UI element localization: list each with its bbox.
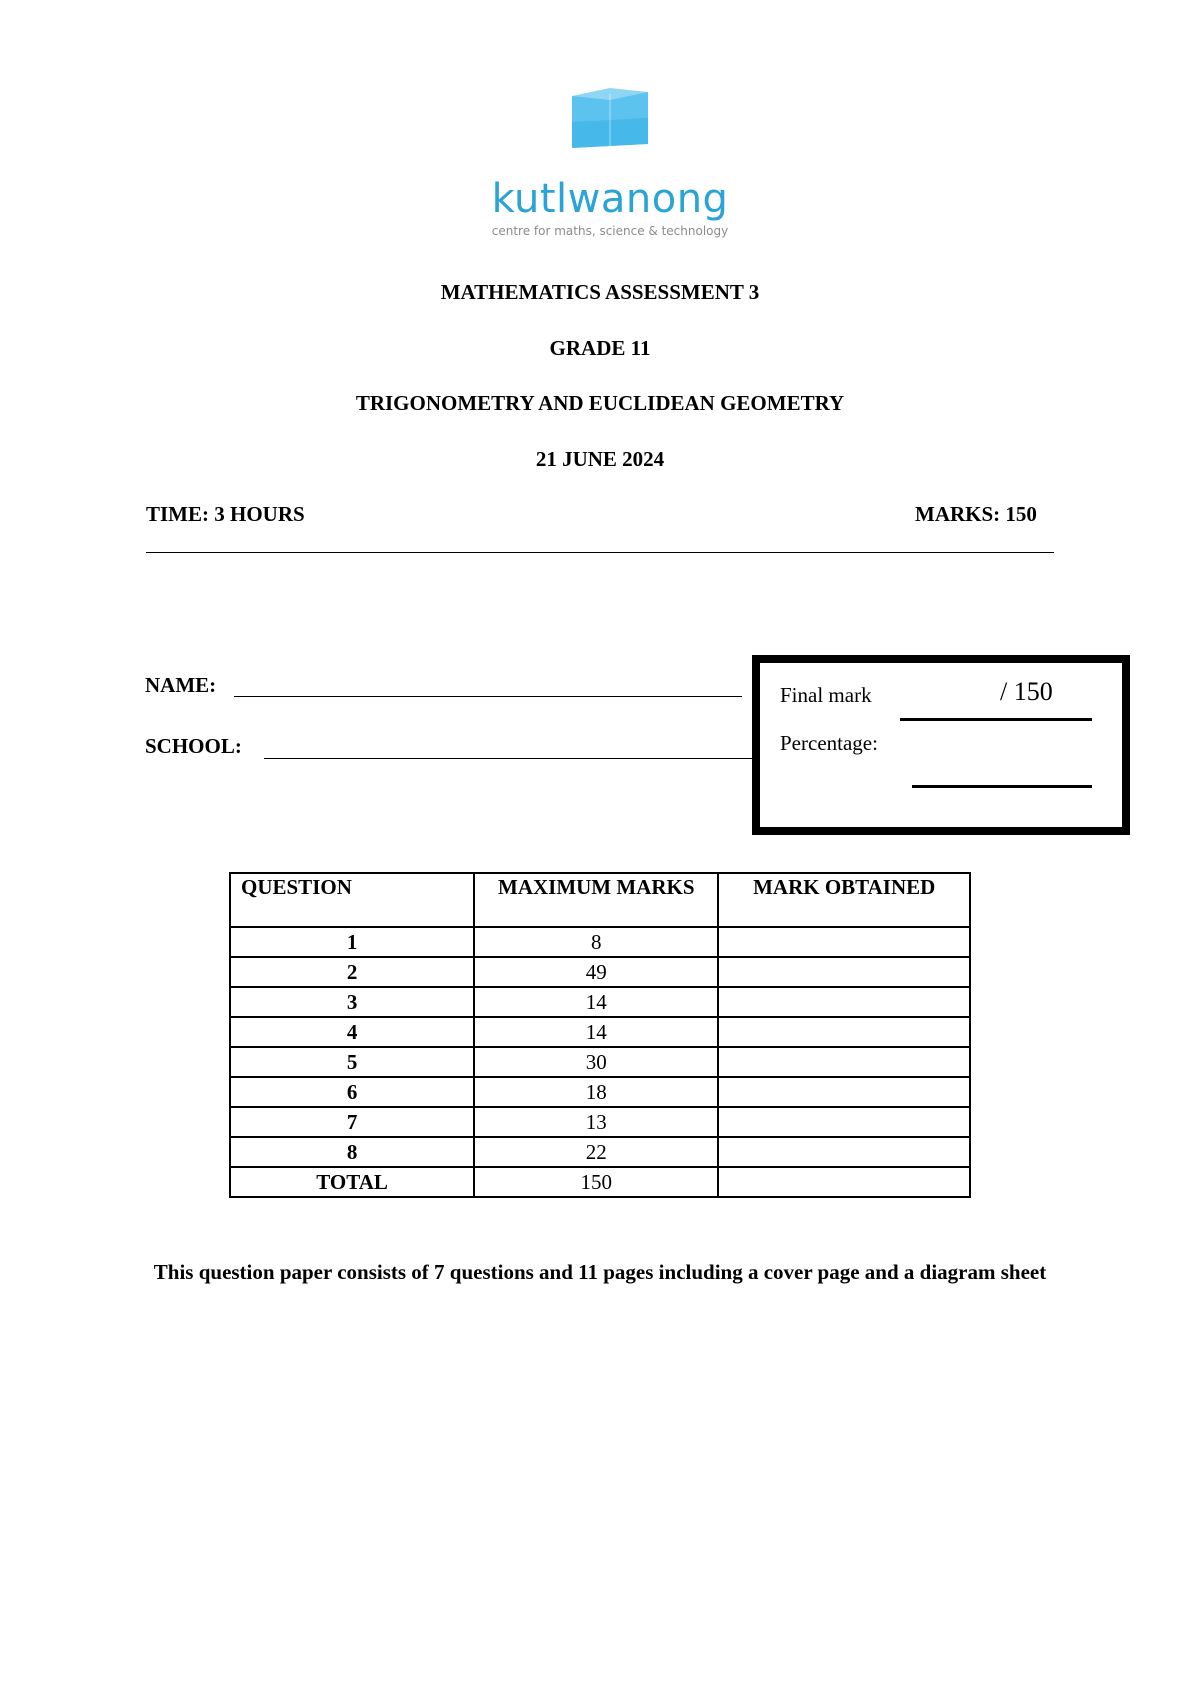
mark-obtained-cell[interactable] (718, 987, 970, 1017)
table-header-row (230, 873, 970, 927)
kutlwanong-logo (470, 88, 750, 248)
grade-label: GRADE 11 (549, 336, 651, 360)
marks-table (229, 872, 971, 1198)
question-number: 3 (230, 987, 474, 1017)
school-label: SCHOOL: (145, 734, 242, 758)
max-marks: 49 (474, 957, 718, 987)
time-allowed: TIME: 3 HOURS (146, 502, 305, 526)
mark-obtained-cell[interactable] (718, 1047, 970, 1077)
total-obtained-cell[interactable] (718, 1167, 970, 1197)
assessment-title: MATHEMATICS ASSESSMENT 3 (440, 280, 760, 304)
question-number: 4 (230, 1017, 474, 1047)
final-mark-box (752, 655, 1130, 835)
name-field-line[interactable] (234, 696, 742, 697)
max-marks: 18 (474, 1077, 718, 1107)
table-row (230, 1077, 970, 1107)
final-mark-total: / 150 (1000, 677, 1053, 706)
question-number: 8 (230, 1137, 474, 1167)
question-header: QUESTION (230, 873, 474, 927)
final-mark-line[interactable] (900, 718, 1092, 721)
logo-wordmark: kutlwanong (491, 176, 729, 222)
question-number: 2 (230, 957, 474, 987)
total-max-marks: 150 (474, 1167, 718, 1197)
mark-obtained-cell[interactable] (718, 1077, 970, 1107)
table-row (230, 1017, 970, 1047)
table-row (230, 1107, 970, 1137)
final-mark-label: Final mark (780, 683, 872, 707)
max-marks: 13 (474, 1107, 718, 1137)
table-row (230, 1047, 970, 1077)
school-field-line[interactable] (264, 758, 754, 759)
mark-obtained-cell[interactable] (718, 1107, 970, 1137)
table-row (230, 1137, 970, 1167)
name-label: NAME: (145, 673, 217, 697)
mark-obtained-cell[interactable] (718, 927, 970, 957)
subject-title: TRIGONOMETRY AND EUCLIDEAN GEOMETRY (355, 391, 845, 415)
percentage-line[interactable] (912, 785, 1092, 788)
question-number: 6 (230, 1077, 474, 1107)
table-row (230, 987, 970, 1017)
max-marks: 22 (474, 1137, 718, 1167)
maximum-marks-header: MAXIMUM MARKS (474, 873, 718, 927)
logo-tagline: centre for maths, science & technology (491, 224, 729, 238)
max-marks: 30 (474, 1047, 718, 1077)
cube-icon (470, 88, 750, 168)
table-row (230, 927, 970, 957)
total-row (230, 1167, 970, 1197)
max-marks: 14 (474, 1017, 718, 1047)
table-row (230, 957, 970, 987)
max-marks: 8 (474, 927, 718, 957)
question-number: 1 (230, 927, 474, 957)
percentage-label: Percentage: (780, 731, 878, 755)
question-number: 7 (230, 1107, 474, 1137)
mark-obtained-cell[interactable] (718, 957, 970, 987)
question-number: 5 (230, 1047, 474, 1077)
paper-info-note: This question paper consists of 7 questions and 11 pages including a cover page and a diagram sheet (153, 1260, 1047, 1284)
header-divider (146, 552, 1054, 553)
max-marks: 14 (474, 987, 718, 1017)
mark-obtained-cell[interactable] (718, 1017, 970, 1047)
mark-obtained-cell[interactable] (718, 1137, 970, 1167)
total-marks: MARKS: 150 (915, 502, 1037, 526)
mark-obtained-header: MARK OBTAINED (718, 873, 970, 927)
exam-date: 21 JUNE 2024 (535, 447, 665, 471)
total-label: TOTAL (230, 1167, 474, 1197)
